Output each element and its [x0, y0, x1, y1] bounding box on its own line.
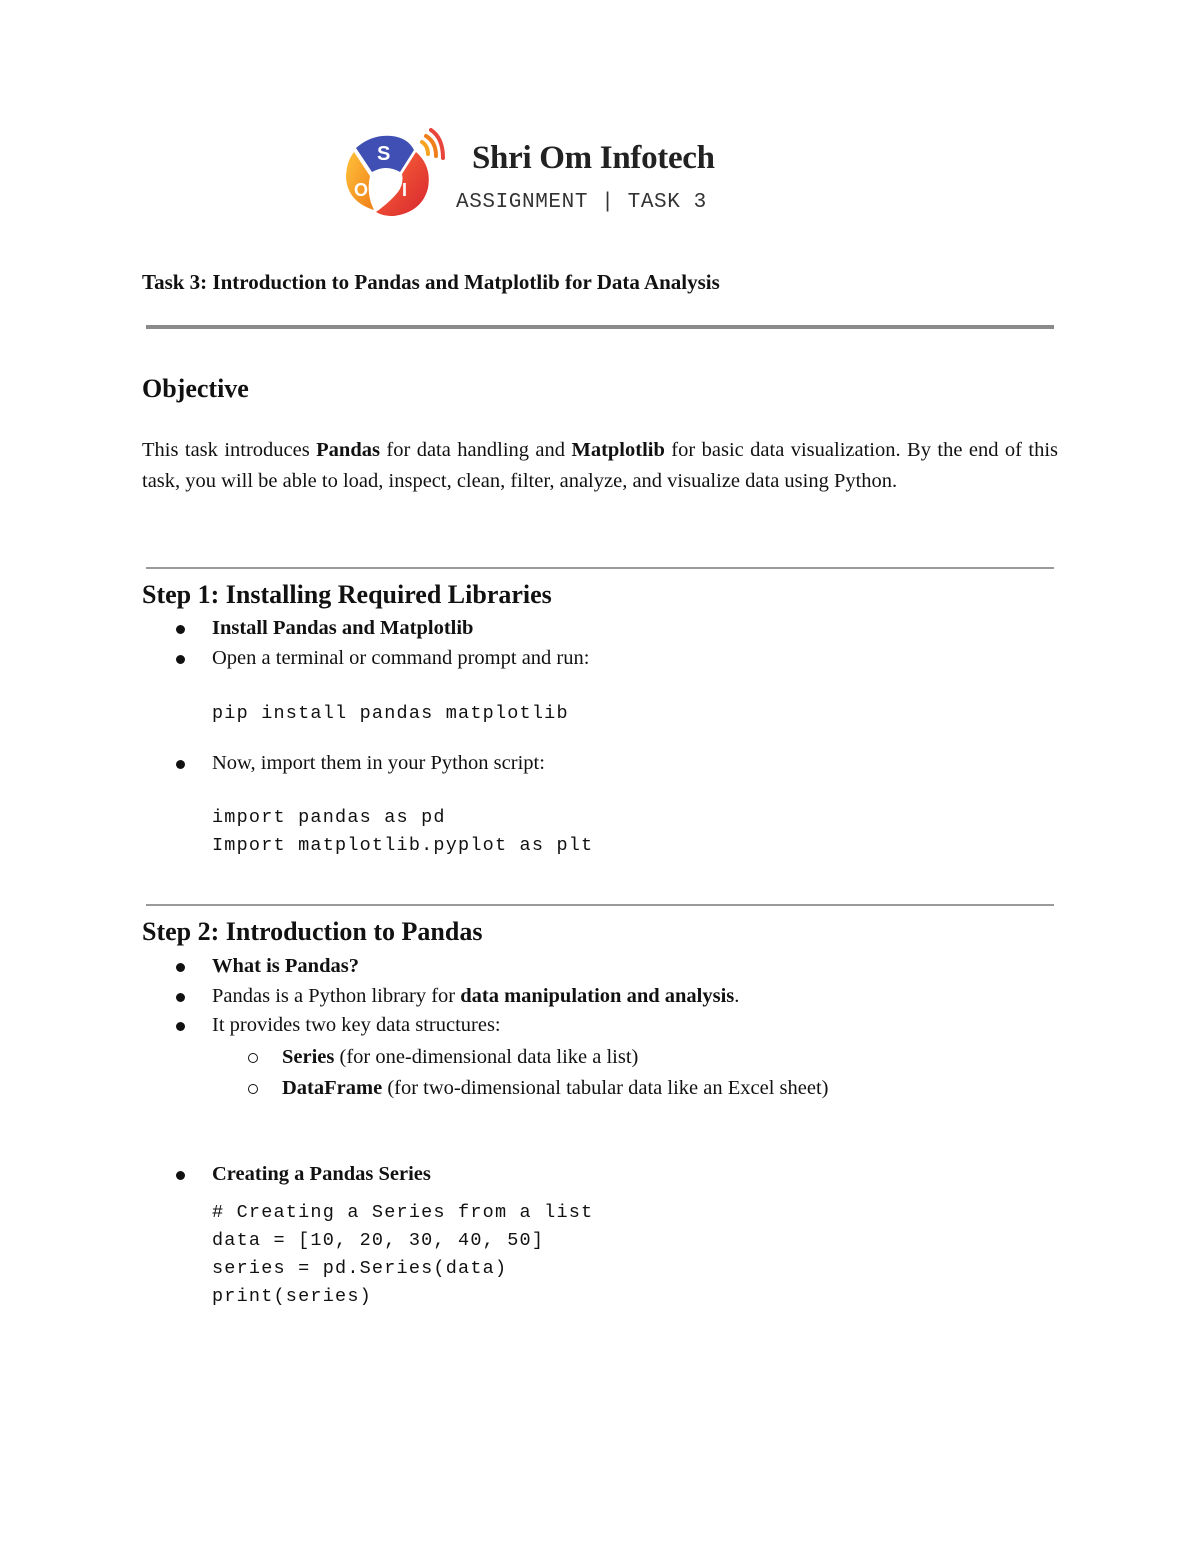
code-line: pip install pandas matplotlib	[212, 703, 569, 724]
code-line: data = [10, 20, 30, 40, 50]	[212, 1230, 545, 1251]
hollow-bullet-icon	[248, 1084, 258, 1094]
objective-text: for basic data visualization. By the end of this task, you will be able to load, inspect, clean, filter, analyze, and visualize data using Python.	[142, 439, 1058, 492]
list-item-text-part: .	[734, 985, 740, 1007]
code-line: print(series)	[212, 1286, 372, 1307]
objective-bold-pandas: Pandas	[316, 439, 380, 461]
sub-list-item-text	[282, 1046, 638, 1069]
objective-heading: Objective	[142, 374, 249, 403]
sub-list-item-text	[282, 1077, 828, 1100]
sub-list-item-bold: Series	[282, 1046, 335, 1068]
bullet-icon	[176, 655, 185, 664]
bullet-icon	[176, 625, 185, 634]
list-item-text: What is Pandas?	[212, 955, 359, 977]
objective-bold-matplotlib: Matplotlib	[571, 439, 665, 461]
logo-letter-s: S	[377, 143, 391, 165]
list-item-text: Creating a Pandas Series	[212, 1163, 431, 1185]
hollow-bullet-icon	[248, 1053, 258, 1063]
bullet-icon	[176, 963, 185, 972]
sub-list-item-rest: (for one-dimensional data like a list)	[334, 1046, 639, 1068]
code-block	[212, 700, 569, 728]
divider	[146, 904, 1054, 906]
logo-letter-o: O	[354, 180, 369, 200]
list-item-text: Install Pandas and Matplotlib	[212, 617, 474, 639]
shri-om-infotech-logo	[342, 128, 446, 220]
objective-text: for data handling and	[379, 439, 572, 461]
list-item-text: Now, import them in your Python script:	[212, 752, 545, 774]
step1-heading: Step 1: Installing Required Libraries	[142, 580, 552, 609]
code-block	[212, 1199, 593, 1311]
code-line: # Creating a Series from a list	[212, 1202, 594, 1223]
task-title: Task 3: Introduction to Pandas and Matplotlib for Data Analysis	[142, 270, 720, 294]
divider	[146, 325, 1054, 329]
logo-letter-i: I	[402, 180, 408, 200]
code-line: import pandas as pd	[212, 807, 446, 828]
sub-list-item-bold: DataFrame	[282, 1077, 383, 1099]
sub-list-item-rest: (for two-dimensional tabular data like an Excel sheet)	[382, 1077, 829, 1099]
code-block	[212, 804, 593, 860]
bullet-icon	[176, 760, 185, 769]
list-item-text: Open a terminal or command prompt and run:	[212, 647, 590, 669]
objective-paragraph	[142, 435, 1058, 497]
list-item-text	[212, 985, 739, 1008]
bullet-icon	[176, 1022, 185, 1031]
divider	[146, 567, 1054, 569]
assignment-label: ASSIGNMENT | TASK 3	[456, 191, 707, 214]
signal-waves-icon	[422, 130, 443, 158]
bullet-icon	[176, 1171, 185, 1180]
bullet-icon	[176, 993, 185, 1002]
list-item-text-part: Pandas is a Python library for	[212, 985, 461, 1007]
step2-heading: Step 2: Introduction to Pandas	[142, 917, 483, 946]
list-item-text: It provides two key data structures:	[212, 1014, 501, 1036]
list-item-bold: data manipulation and analysis	[460, 985, 735, 1007]
code-line: Import matplotlib.pyplot as plt	[212, 835, 594, 856]
code-line: series = pd.Series(data)	[212, 1258, 508, 1279]
company-name: Shri Om Infotech	[472, 140, 715, 176]
objective-text: This task introduces	[142, 439, 317, 461]
